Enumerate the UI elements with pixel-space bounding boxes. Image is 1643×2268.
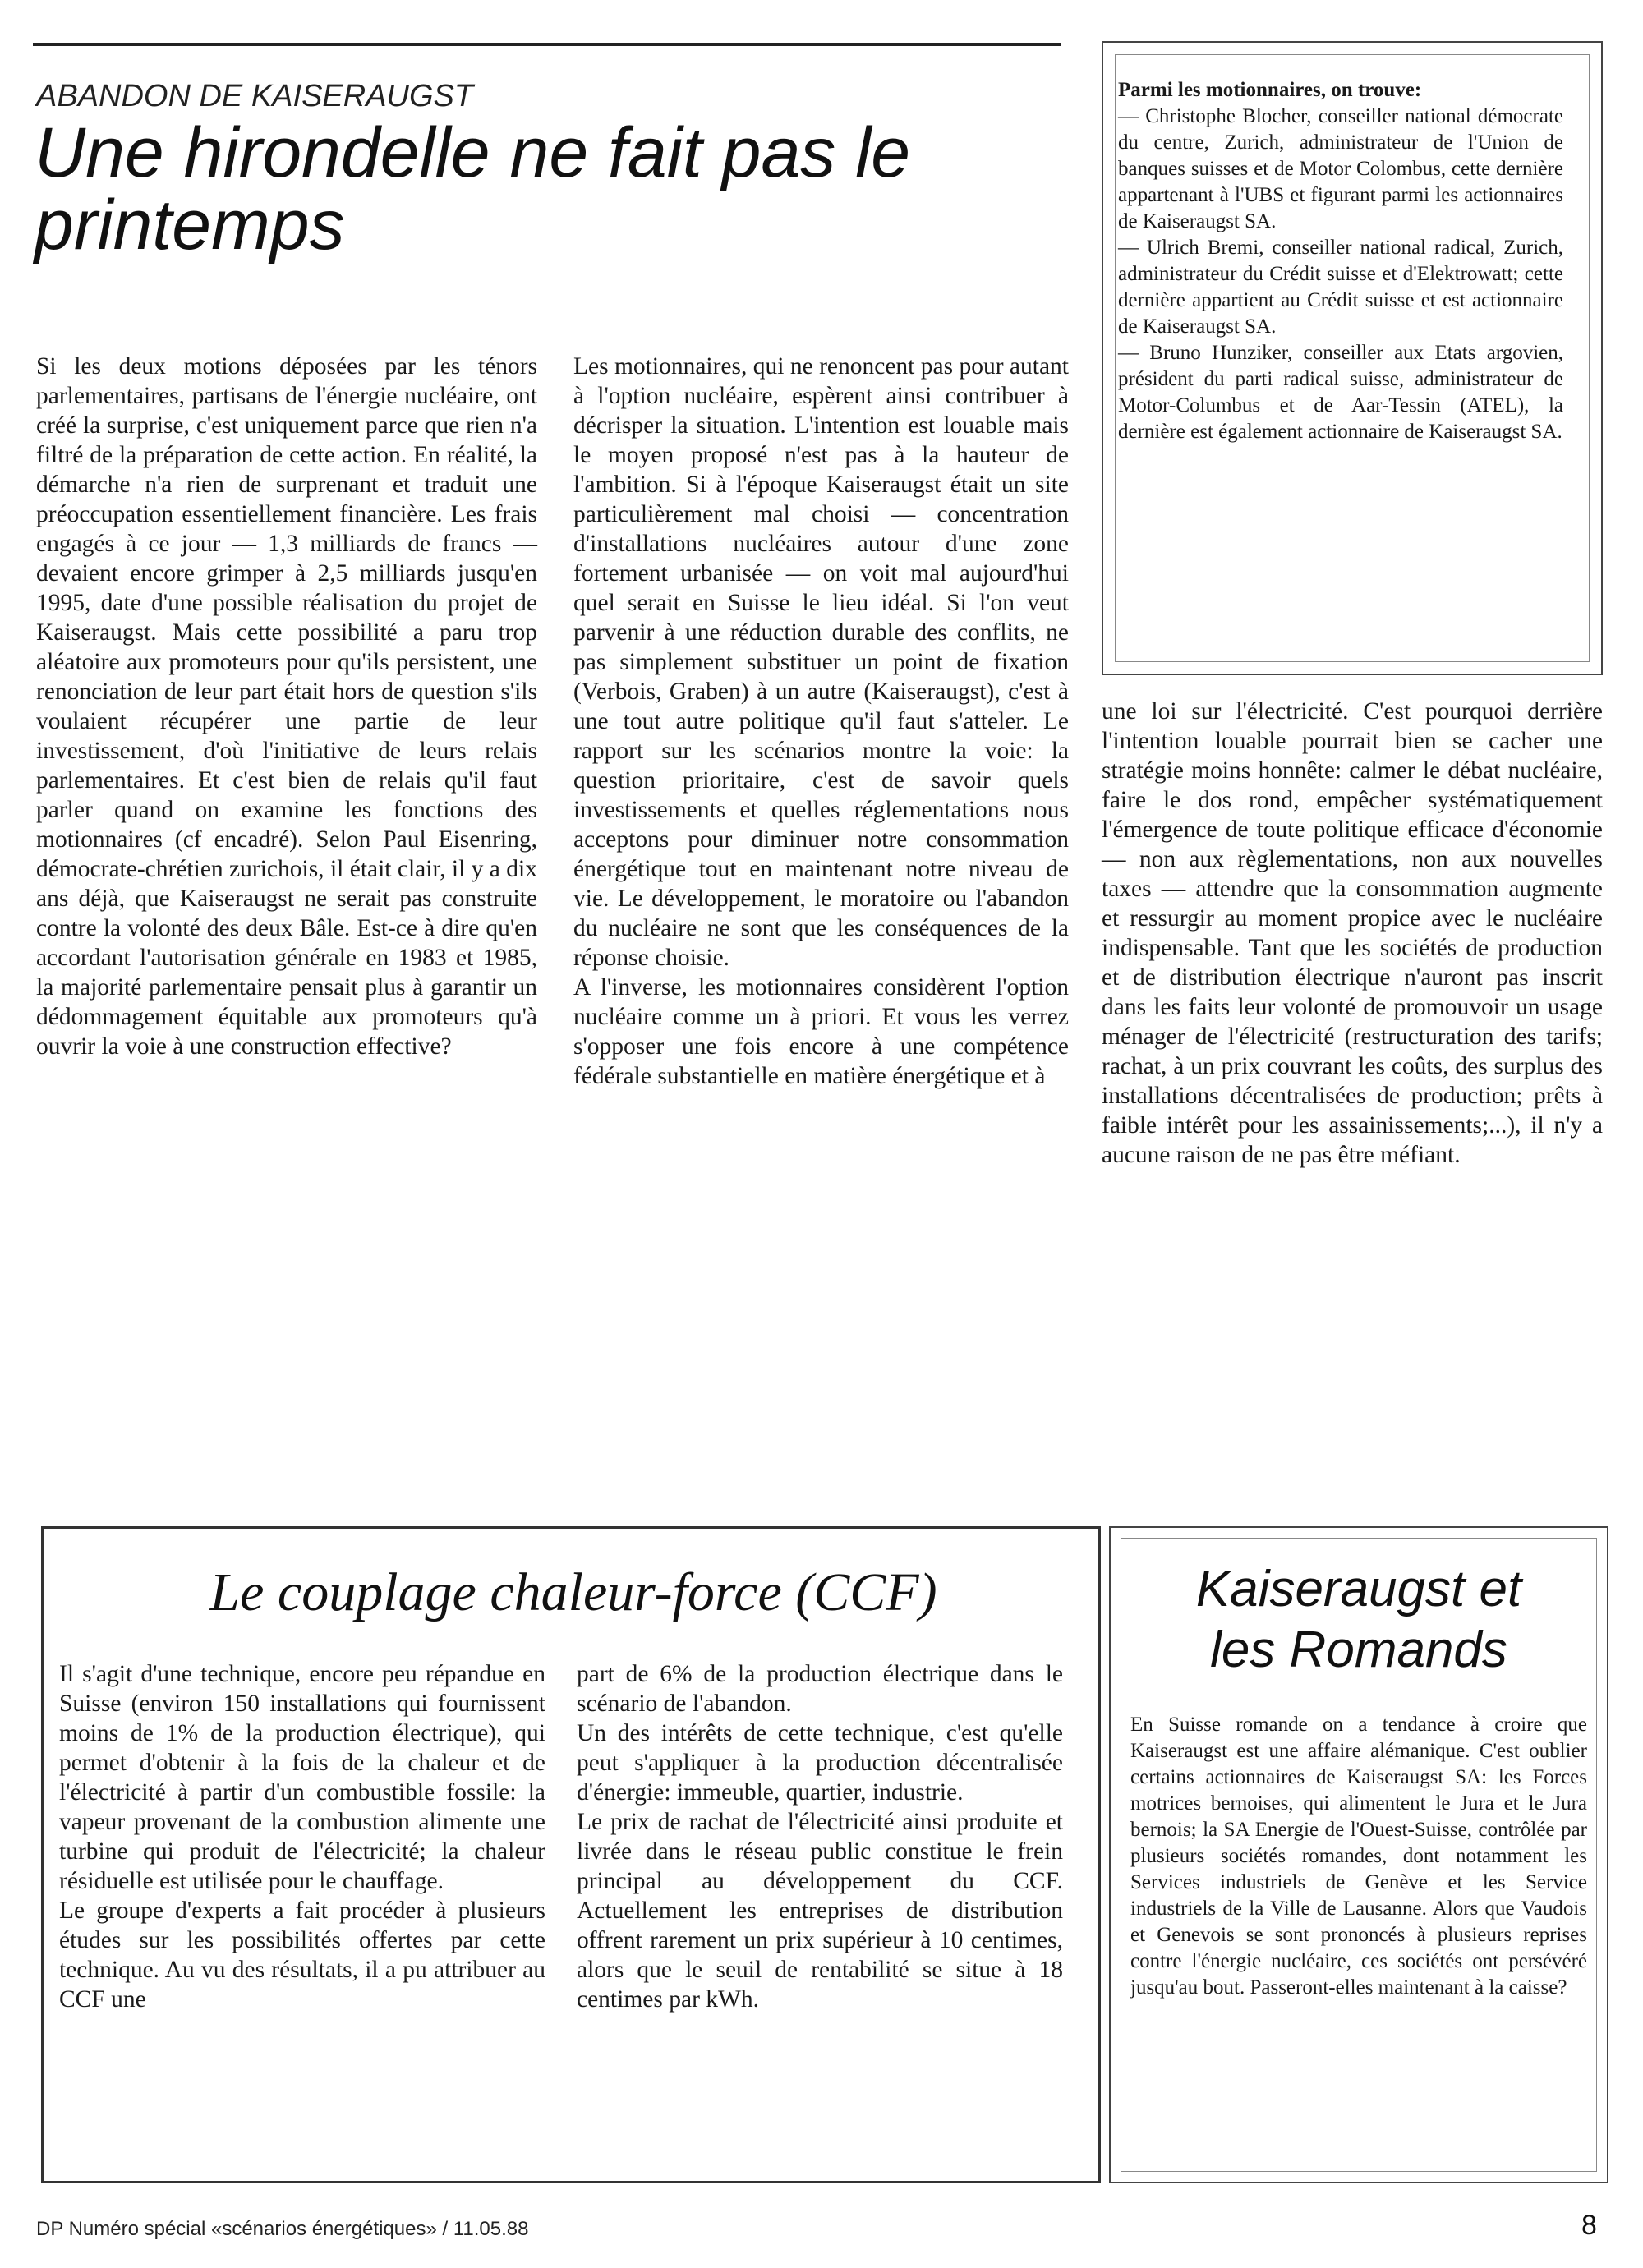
motionnaire-entry: — Bruno Hunziker, conseiller aux Etats argovien, président du parti radical suisse, administrateur de Motor-Columbus et de Aar-Tessin (ATEL), la dernière est également actionnaire de Kaiseraugst SA. [1118, 342, 1563, 443]
romands-text: En Suisse romande on a tendance à croire que Kaiseraugst est une affaire alémanique. C'est oublier certains actionnaires de Kaiseraugst SA: les Forces motrices bernoises, qui alimentent le Jura et le Jura bernois; la SA Energie de l'Ouest-Suisse, contrôlée par plusieurs sociétés romandes, dont notamment les Services industriels de Genève et les Service industriels de la Ville de Lausanne. Alors que Vaudois et Genevois se sont prononcés à plusieurs reprises contre l'énergie nucléaire, ces sociétés ont persévéré jusqu'au bout. Passeront-elles maintenant à la caisse? [1130, 1714, 1587, 1999]
motionnaire-entry: — Christophe Blocher, conseiller national démocrate du centre, Zurich, administrateur de l'Union de banques suisses et de Motor Colombus, cette dernière appartenant à l'UBS et figurant parmi les actionnaires de Kaiseraugst SA. [1118, 105, 1563, 232]
page-number: 8 [1581, 2210, 1597, 2241]
footer-publication: DP Numéro spécial «scénarios énergétiques» / 11.05.88 [36, 2218, 529, 2240]
ccf-paragraph: Il s'agit d'une technique, encore peu répandue en Suisse (environ 150 installations qui fournissent moins de 1% de la production électrique), qui permet d'obtenir à la fois de la chaleur et de l'électricité à partir d'un combustible fossile: la vapeur provenant de la combustion alimente une turbine qui produit de l'électricité; la chaleur résiduelle est utilisée pour le chauffage. [59, 1661, 545, 1894]
article-column-3 [1102, 697, 1603, 1170]
ccf-paragraph: Un des intérêts de cette technique, c'est qu'elle peut s'appliquer à la production décentralisée d'énergie: immeuble, quartier, industrie. [577, 1720, 1063, 1806]
ccf-paragraph: Le groupe d'experts a fait procéder à plusieurs études sur les possibilités offertes par cette technique. Au vu des résultats, il a pu attribuer au CCF une [59, 1898, 545, 2013]
motionnaires-sidebar-box [1102, 41, 1603, 675]
romands-title-line: les Romands [1210, 1622, 1507, 1678]
article-column-2 [573, 352, 1069, 1091]
article-paragraph: une loi sur l'électricité. C'est pourquoi derrière l'intention louable pourrait bien se cacher une stratégie moins honnête: calmer le débat nucléaire, faire le dos rond, empêcher systématiquement l'émergence de toute politique efficace d'économie — non aux règlementations, non aux nouvelles taxes — attendre que la consommation augmente et ressurgir au moment propice avec le nucléaire indispensable. Tant que les sociétés de production et de distribution électrique n'auront pas inscrit dans les faits leur volonté de promouvoir un usage ménager de l'électricité (restructuration des tarifs; rachat, à un prix couvrant les coûts, des surplus des installations décentralisées de production; prêts à faible intérêt pour les assainissements;...), il n'y a aucune raison de ne pas être méfiant. [1102, 698, 1603, 1168]
top-rule [33, 43, 1061, 46]
motionnaire-entry: — Ulrich Bremi, conseiller national radical, Zurich, administrateur du Crédit suisse et d'Elektrowatt; cette dernière appartient au Crédit suisse et est actionnaire de Kaiseraugst SA. [1118, 237, 1563, 338]
ccf-paragraph: part de 6% de la production électrique dans le scénario de l'abandon. [577, 1661, 1063, 1717]
article-paragraph: A l'inverse, les motionnaires considèrent l'option nucléaire comme un à priori. Et vous les verrez s'opposer une fois encore à une compétence fédérale substantielle en matière énergétique et à [573, 974, 1069, 1089]
romands-title-line: Kaiseraugst et [1195, 1561, 1522, 1617]
article-column-1 [36, 352, 537, 1061]
ccf-paragraph: Le prix de rachat de l'électricité ainsi produite et livrée dans le réseau public constitue le frein principal au développement du CCF. Actuellement les entreprises de distribution offrent rarement un prix supérieur à 10 centimes, alors que le seuil de rentabilité se situe à 18 centimes par kWh. [577, 1809, 1063, 2013]
article-headline: Une hirondelle ne fait pas le printemps [35, 113, 911, 265]
ccf-title: Le couplage chaleur-force (CCF) [209, 1562, 937, 1622]
motionnaires-text [1118, 77, 1563, 445]
article-paragraph: Si les deux motions déposées par les ténors parlementaires, partisans de l'énergie nucléaire, ont créé la surprise, c'est uniquement parce que rien n'a filtré de la préparation de cette action. En réalité, la démarche n'a rien de surprenant et traduit une préoccupation essentiellement financière. Les frais engagés à ce jour — 1,3 milliards de francs — devaient encore grimper à 2,5 milliards jusqu'en 1995, date d'une possible réalisation du projet de Kaiseraugst. Mais cette possibilité a paru trop aléatoire aux promoteurs pour qu'ils persistent, une renonciation de leur part était hors de question s'ils voulaient récupérer une partie de leur investissement, d'où l'initiative de leurs relais parlementaires. Et c'est bien de relais qu'il faut parler quand on examine les fonctions des motionnaires (cf encadré). Selon Paul Eisenring, démocrate-chrétien zurichois, il était clair, il y a dix ans déjà, que Kaiseraugst ne serait pas construite contre la volonté des deux Bâle. Est-ce à dire qu'en accordant l'autorisation générale en 1983 et 1985, la majorité parlementaire pensait plus à garantir un dédommagement équitable aux promoteurs qu'à ouvrir la voie à une construction effective? [36, 353, 537, 1060]
article-kicker: ABANDON DE KAISERAUGST [36, 79, 474, 113]
ccf-column-2 [577, 1659, 1063, 2014]
article-paragraph: Les motionnaires, qui ne renoncent pas pour autant à l'option nucléaire, espèrent ainsi contribuer à décrisper la situation. L'intention est louable mais le moyen proposé n'est pas à la hauteur de l'ambition. Si à l'époque Kaiseraugst était un site particulièrement mal choisi — concentration d'installations nucléaires autour d'une zone fortement urbanisée — on voit mal aujourd'hui quel serait en Suisse le lieu idéal. Si l'on veut parvenir à une réduction durable des conflits, ne pas simplement substituer un point de fixation (Verbois, Graben) à un autre (Kaiseraugst), c'est à une tout autre politique qu'il faut s'atteler. Le rapport sur les scénarios montre la voie: la question prioritaire, c'est de savoir quels investissements et quelles réglementations nous acceptons pour diminuer notre consommation énergétique tout en maintenant notre niveau de vie. Le développement, le moratoire ou l'abandon du nucléaire ne sont que les conséquences de la réponse choisie. [573, 353, 1069, 971]
motionnaires-heading: Parmi les motionnaires, on trouve: [1118, 79, 1422, 101]
ccf-column-1 [59, 1659, 545, 2014]
romands-title [1109, 1559, 1608, 1681]
